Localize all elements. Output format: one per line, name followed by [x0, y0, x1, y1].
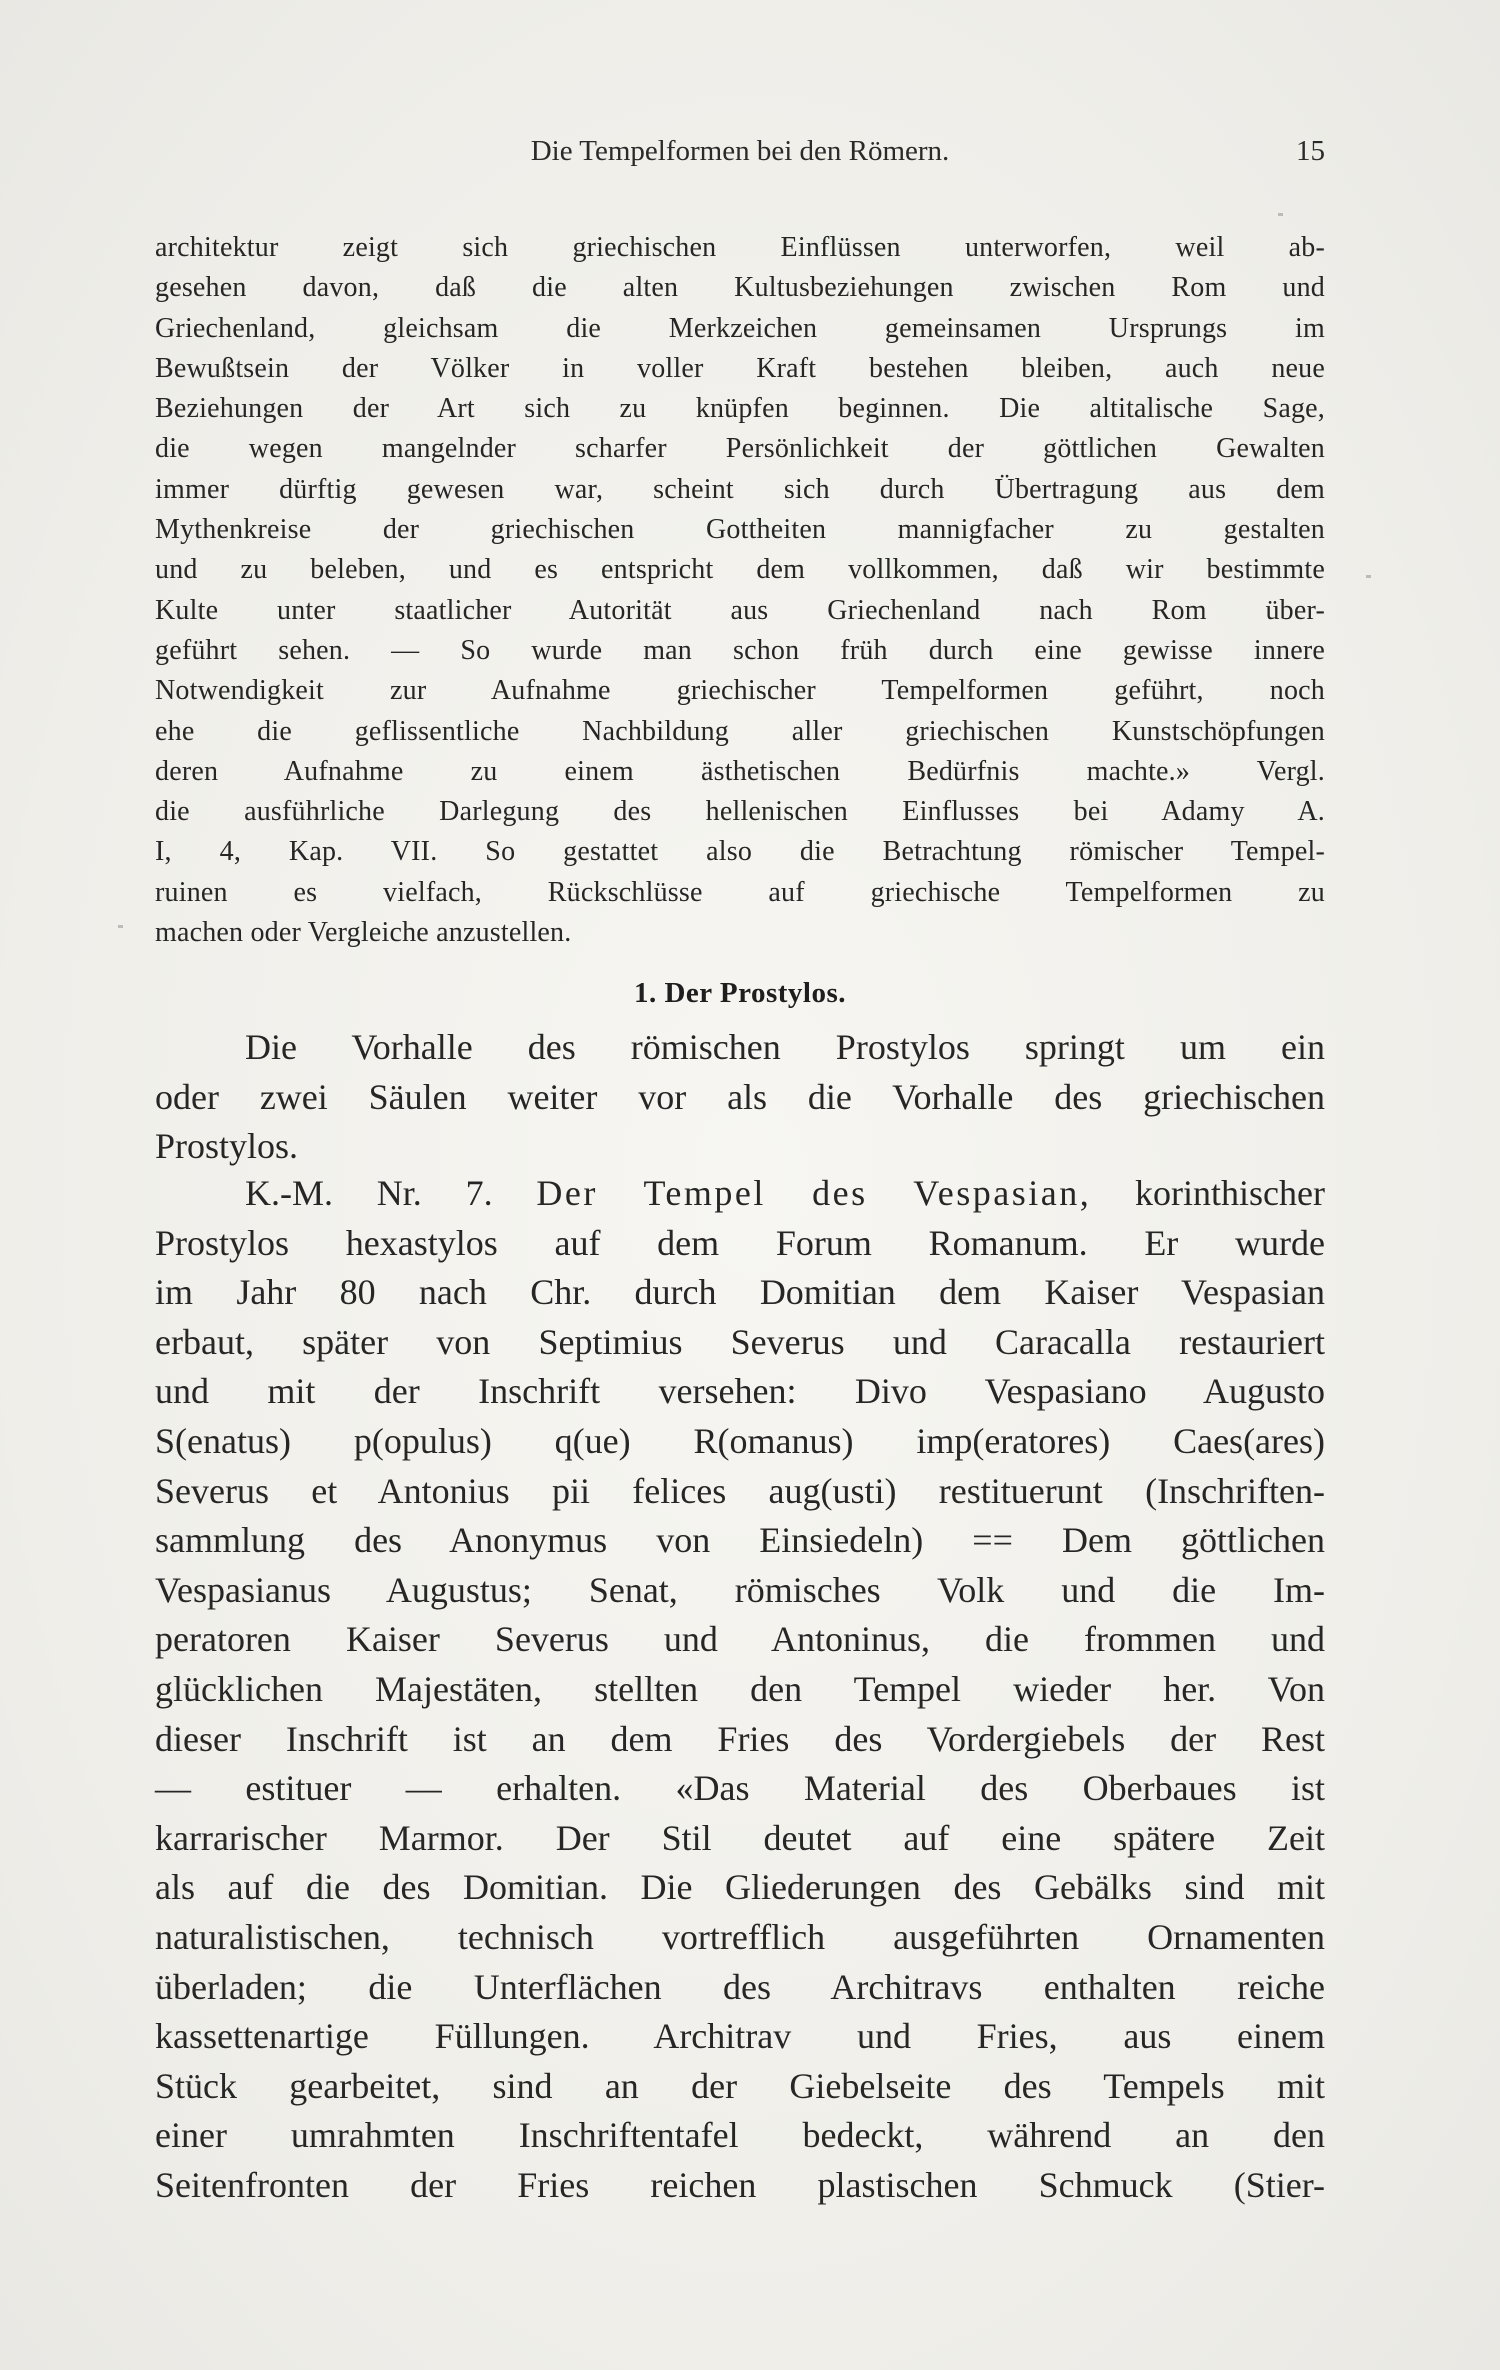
text-line: ruinen es vielfach, Rückschlüsse auf griechische Tempelformen zu [155, 876, 1325, 908]
text-line: geführt sehen. — So wurde man schon früh durch eine gewisse innere [155, 634, 1325, 666]
text-line: S(enatus) p(opulus) q(ue) R(omanus) imp(eratores) Caes(ares) [155, 1420, 1325, 1461]
text-line: kassettenartige Füllungen. Architrav und Fries, aus einem [155, 2016, 1325, 2057]
paragraph-prostylos-intro [155, 1023, 1325, 1172]
text-line: Severus et Antonius pii felices aug(usti) restituerunt (Inschriften- [155, 1470, 1325, 1511]
text-line: Stück gearbeitet, sind an der Giebelseite des Tempels mit [155, 2065, 1325, 2106]
text-line: Kulte unter staatlicher Autorität aus Griechenland nach Rom über- [155, 594, 1325, 626]
print-speck [118, 925, 123, 928]
section-heading: 1. Der Prostylos. [633, 977, 846, 1009]
text-line: und zu beleben, und es entspricht dem vollkommen, daß wir bestimmte [155, 554, 1325, 586]
text-line: peratoren Kaiser Severus und Antoninus, die frommen und [155, 1619, 1325, 1660]
text-line: erbaut, später von Septimius Severus und Caracalla restauriert [155, 1321, 1325, 1362]
text-line: I, 4, Kap. VII. So gestattet also die Betrachtung römischer Tempel- [155, 836, 1325, 868]
text-line: im Jahr 80 nach Chr. durch Domitian dem Kaiser Vespasian [155, 1272, 1325, 1313]
text-line: Mythenkreise der griechischen Gottheiten mannigfacher zu gestalten [155, 514, 1325, 546]
print-speck [1366, 575, 1371, 578]
text-line: — estituer — erhalten. «Das Material des Oberbaues ist [155, 1768, 1325, 1809]
text-line: Notwendigkeit zur Aufnahme griechischer Tempelformen geführt, noch [155, 675, 1325, 707]
page-number: 15 [1296, 135, 1325, 167]
text-line: karrarischer Marmor. Der Stil deutet auf eine spätere Zeit [155, 1817, 1325, 1858]
text-line-first [155, 1169, 1325, 1219]
text-line: und mit der Inschrift versehen: Divo Vespasiano Augusto [155, 1371, 1325, 1412]
text-line: dieser Inschrift ist an dem Fries des Vordergiebels der Rest [155, 1718, 1325, 1759]
text-line: überladen; die Unterflächen des Architravs enthalten reiche [155, 1966, 1325, 2007]
text-line: Beziehungen der Art sich zu knüpfen beginnen. Die altitalische Sage, [155, 393, 1325, 425]
text-line: die ausführliche Darlegung des hellenischen Einflusses bei Adamy A. [155, 796, 1325, 828]
catalog-reference: K.-M. Nr. 7. [245, 1173, 537, 1213]
text-line: Die Vorhalle des römischen Prostylos springt um ein [245, 1027, 1325, 1067]
text-line: immer dürftig gewesen war, scheint sich durch Übertragung aus dem [155, 473, 1325, 505]
text-line: oder zwei Säulen weiter vor als die Vorhalle des griechischen [155, 1076, 1325, 1117]
print-speck [1278, 213, 1283, 216]
text-line: naturalistischen, technisch vortrefflich ausgeführten Ornamenten [155, 1916, 1325, 1957]
text-fragment: korinthischer [1091, 1173, 1325, 1213]
running-header [155, 135, 1325, 175]
text-line: architektur zeigt sich griechischen Einflüssen unterworfen, weil ab- [155, 232, 1325, 263]
text-line: machen oder Vergleiche anzustellen. [155, 917, 572, 949]
text-line: Prostylos. [155, 1126, 299, 1167]
text-line: deren Aufnahme zu einem ästhetischen Bedürfnis machte.» Vergl. [155, 755, 1325, 787]
text-line: Prostylos hexastylos auf dem Forum Romanum. Er wurde [155, 1222, 1325, 1263]
text-line: ehe die geflissentliche Nachbildung aller griechischen Kunstschöpfungen [155, 715, 1325, 747]
text-line: Bewußtsein der Völker in voller Kraft bestehen bleiben, auch neue [155, 352, 1325, 384]
text-line: sammlung des Anonymus von Einsiedeln) == Dem göttlichen [155, 1520, 1325, 1561]
paragraph-vespasian-temple [155, 1169, 1325, 2210]
running-title: Die Tempelformen bei den Römern. [530, 135, 950, 167]
text-line: einer umrahmten Inschriftentafel bedeckt, während an den [155, 2115, 1325, 2156]
text-line: glücklichen Majestäten, stellten den Tempel wieder her. Von [155, 1668, 1325, 1709]
text-line: Vespasianus Augustus; Senat, römisches Volk und die Im- [155, 1569, 1325, 1610]
text-line: Griechenland, gleichsam die Merkzeichen gemeinsamen Ursprungs im [155, 312, 1325, 344]
temple-name: Der Tempel des Vespasian, [536, 1173, 1092, 1213]
text-line: als auf die des Domitian. Die Gliederungen des Gebälks sind mit [155, 1867, 1325, 1908]
intro-quote-paragraph [155, 228, 1325, 953]
text-line: die wegen mangelnder scharfer Persönlichkeit der göttlichen Gewalten [155, 433, 1325, 465]
text-line: gesehen davon, daß die alten Kultusbeziehungen zwischen Rom und [155, 272, 1325, 304]
text-line: Seitenfronten der Fries reichen plastischen Schmuck (Stier- [155, 2164, 1325, 2205]
